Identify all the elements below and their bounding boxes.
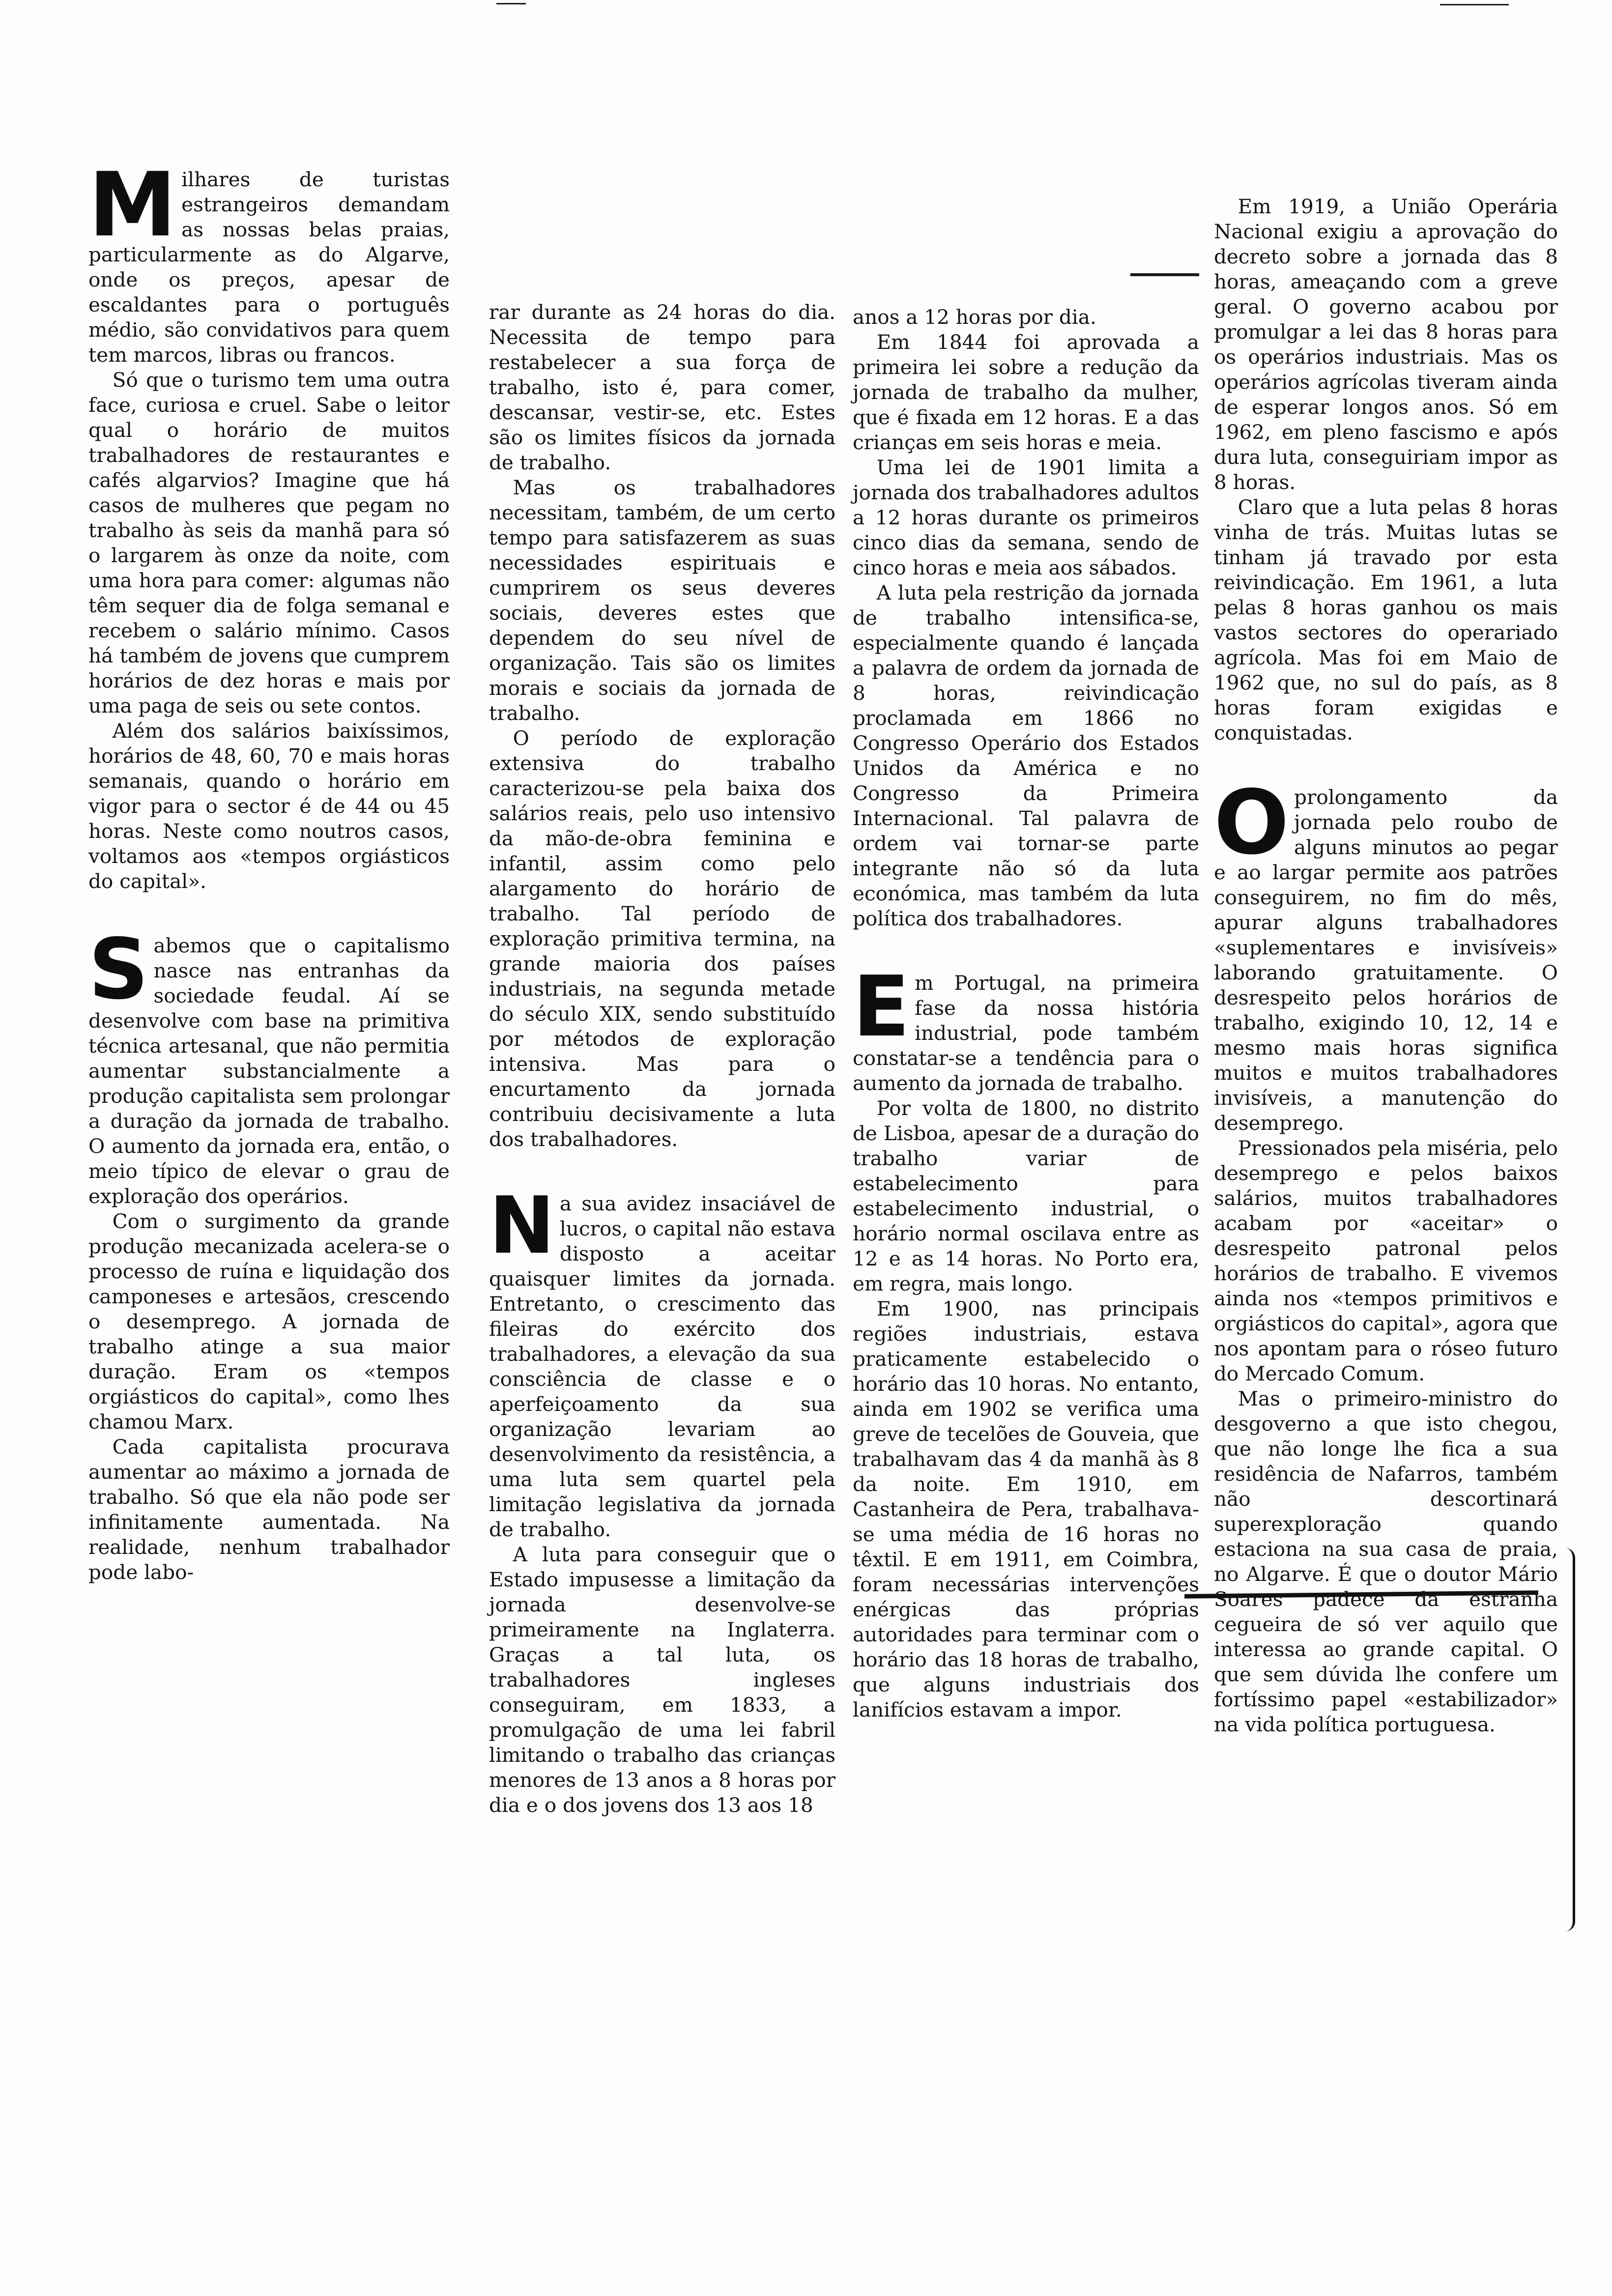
paragraph: O período de exploração extensiva do trabalho caracterizou-se pela baixa dos salários reais, pelo uso intensivo da mão-de-obra feminina e infantil, assim como pelo alargamento do horário de trabalho. Tal período de exploração primitiva termina, na grande maioria dos países industriais, na segunda metade do século XIX, sendo substituído por métodos de exploração intensiva. Mas para o encurtamento da jornada contribuiu decisivamente a luta dos trabalhadores. [489,726,835,1151]
paragraph: Oprolongamento da jornada pelo roubo de alguns minutos ao pegar e ao largar permite aos patrões conseguirem, no fim do mês, apurar alguns trabalhadores «suplementares e invisíveis» laborando gratuitamente. O desrespeito pelos horários de trabalho, exigindo 10, 12, 14 e mesmo mais horas significa muitos e muitos trabalhadores invisíveis, a manutenção do desemprego. [1214,772,1558,1135]
scan-speck [496,3,526,4]
paragraph: A luta para conseguir que o Estado impusesse a limitação da jornada desenvolve-se primeiramente na Inglaterra. Graças a tal luta, os trabalhadores ingleses conseguiram, em 1833, a promulgação de uma lei fabril limitando o trabalho das crianças menores de 13 anos a 8 horas por dia e o dos jovens dos 13 aos 18 [489,1543,835,1817]
drop-cap: N [489,1179,555,1271]
drop-cap: S [88,921,149,1018]
paragraph: Milhares de turistas estrangeiros demandam as nossas belas praias, particularmente as do Algarve, onde os preços, apesar de escaldantes para o português médio, são convidativos para quem tem marcos, libras ou francos. [88,154,450,367]
paragraph: Em 1919, a União Operária Nacional exigiu a aprovação do decreto sobre a jornada das 8 horas, ameaçando com a greve geral. O governo acabou por promulgar a lei das 8 horas para os operários industriais. Mas os operários agrícolas tiveram ainda de esperar longos anos. Só em 1962, em pleno fascismo e após dura luta, conseguiriam impor as 8 horas. [1214,195,1558,494]
separator-rule [1130,273,1199,276]
drop-cap: O [1214,772,1290,874]
paragraph: Na sua avidez insaciável de lucros, o capital não estava disposto a aceitar quaisquer limites da jornada. Entretanto, o crescimento das fileiras do exército dos trabalhadores, a elevação da sua consciência de classe e o aperfeiçoamento da sua organização levariam ao desenvolvimento da resistência, a uma luta sem quartel pela limitação legislativa da jornada de trabalho. [489,1179,835,1541]
paragraph: Em Portugal, na primeira fase da nossa história industrial, pode também constatar-se a tendência para o aumento da jornada de trabalho. [853,958,1199,1095]
paragraph: Com o surgimento da grande produção mecanizada acelera-se o processo de ruína e liquidação dos camponeses e artesãos, crescendo o desemprego. A jornada de trabalho atinge a sua maior duração. Eram os «tempos orgiásticos do capital», como lhes chamou Marx. [88,1209,450,1434]
paragraph: Mas o primeiro-ministro do desgoverno a que isto chegou, que não longe lhe fica a sua residência de Nafarros, também não descortinará superexploração quando estaciona na sua casa de praia, no Algarve. É que o doutor Mário Soares padece da estranha cegueira de só ver aquilo que interessa ao grande capital. O que sem dúvida lhe confere um fortíssimo papel «estabilizador» na vida política portuguesa. [1214,1387,1558,1736]
paragraph: A luta pela restrição da jornada de trabalho intensifica-se, especialmente quando é lançada a palavra de ordem da jornada de 8 horas, reivindicação proclamada em 1866 no Congresso Operário dos Estados Unidos da América e no Congresso da Primeira Internacional. Tal palavra de ordem vai tornar-se parte integrante não só da luta económica, mas também da luta política dos trabalhadores. [853,581,1199,930]
paragraph: Pressionados pela miséria, pelo desemprego e pelos baixos salários, muitos trabalhadores acabam por «aceitar» o desrespeito patronal pelos horários de trabalho. E vivemos ainda nos «tempos primitivos e orgiásticos do capital», agora que nos apontam para o róseo futuro do Mercado Comum. [1214,1136,1558,1385]
drop-cap: M [88,154,177,257]
paragraph: Só que o turismo tem uma outra face, curiosa e cruel. Sabe o leitor qual o horário de muitos trabalhadores de restaurantes e cafés algarvios? Imagine que há casos de mulheres que pegam no trabalho às seis da manhã para só o largarem às onze da noite, com uma hora para comer: algumas não têm sequer dia de folga semanal e recebem o salário mínimo. Casos há também de jovens que cumprem horários de dez horas e mais por uma paga de seis ou sete contos. [88,368,450,718]
paragraph: Cada capitalista procurava aumentar ao máximo a jornada de trabalho. Só que ela não pode ser infinitamente aumentada. Na realidade, nenhum trabalhador pode labo- [88,1435,450,1584]
paragraph: Sabemos que o capitalismo nasce nas entranhas da sociedade feudal. Aí se desenvolve com base na primitiva técnica artesanal, que não permitia aumentar substancialmente a produção capitalista sem prolongar a duração da jornada de trabalho. O aumento da jornada era, então, o meio típico de elevar o grau de exploração dos operários. [88,921,450,1208]
scan-speck [1440,4,1509,5]
paragraph: anos a 12 horas por dia. [853,305,1096,329]
column-2 [489,300,835,1818]
paragraph: rar durante as 24 horas do dia. Necessita de tempo para restabelecer a sua força de trabalho, isto é, para comer, descansar, vestir-se, etc. Estes são os limites físicos da jornada de trabalho. [489,300,835,474]
paragraph: Uma lei de 1901 limita a jornada dos trabalhadores adultos a 12 horas durante os primeiros cinco dias da semana, sendo de cinco horas e meia aos sábados. [853,456,1199,579]
column-4 [1214,194,1558,1737]
paragraph: Em 1844 foi aprovada a primeira lei sobre a redução da jornada de trabalho da mulher, que é fixada em 12 horas. E a das crianças em seis horas e meia. [853,330,1199,454]
paragraph: Em 1900, nas principais regiões industriais, estava praticamente estabelecido o horário das 10 horas. No entanto, ainda em 1902 se verifica uma greve de tecelões de Gouveia, que trabalhavam das 4 da manhã às 8 da noite. Em 1910, em Castanheira de Pera, trabalhava-se uma média de 16 horas no têxtil. E em 1911, em Coimbra, foram necessárias intervenções enérgicas das próprias autoridades para terminar com o horário das 18 horas de trabalho, que alguns industriais dos lanifícios estavam a impor. [853,1297,1199,1722]
column-3 [853,305,1199,1722]
paragraph: Além dos salários baixíssimos, horários de 48, 60, 70 e mais horas semanais, quando o horário em vigor para o sector é de 44 ou 45 horas. Neste como noutros casos, voltamos aos «tempos orgiásticos do capital». [88,719,450,893]
paragraph: Mas os trabalhadores necessitam, também, de um certo tempo para satisfazerem as suas necessidades espirituais e cumprirem os seus deveres sociais, deveres estes que dependem do seu nível de organização. Tais são os limites morais e sociais da jornada de trabalho. [489,476,835,725]
drop-cap: E [853,958,910,1056]
paragraph: Claro que a luta pelas 8 horas vinha de trás. Muitas lutas se tinham já travado por esta reivindicação. Em 1961, a luta pelas 8 horas ganhou os mais vastos sectores do operariado agrícola. Mas foi em Maio de 1962 que, no sul do país, as 8 horas foram exigidas e conquistadas. [1214,495,1558,745]
paragraph: Por volta de 1800, no distrito de Lisboa, apesar de a duração do trabalho variar de estabelecimento para estabelecimento industrial, o horário normal oscilava entre as 12 e as 14 horas. No Porto era, em regra, mais longo. [853,1096,1199,1295]
column-1 [88,154,450,1585]
